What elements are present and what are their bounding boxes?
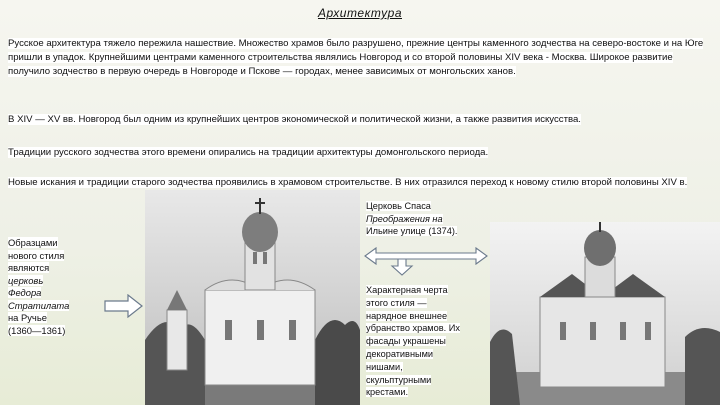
left-caption <box>8 237 98 337</box>
left-caption-line: Образцами <box>8 237 58 248</box>
double-arrow-icon <box>364 246 488 276</box>
paragraph-intro-text: Русское архитектура тяжело пережила нашествие. Множество храмов было разрушено, прежние центры каменного зодчества на северо-востоке и на Юге пришли в упадок. Крупнейшими центрами каменного строительства являлись Новгород и со второй половины XIV века - Москва. Широкое развитие получило зодчество в первую очередь в Новгороде и Пскове — городах, менее зависимых от монгольских ханов. <box>8 38 704 77</box>
right-caption-line: Церковь Спаса <box>366 201 431 211</box>
description-line: скульптурными <box>366 374 432 385</box>
left-caption-line: нового стиля <box>8 249 65 261</box>
right-caption-line: Преображения на <box>366 213 443 224</box>
left-caption-line: являются <box>8 262 50 273</box>
description-line: этого стиля — <box>366 297 427 308</box>
church-photo-fyodor-stratilat <box>145 190 360 405</box>
description-line: фасады украшены <box>366 336 446 347</box>
paragraph-novgorod <box>8 113 708 127</box>
paragraph-traditions-text: Традиции русского зодчества этого времени опирались на традиции архитектуры домонгольского периода. <box>8 147 489 158</box>
church-photo-icon <box>490 222 720 405</box>
paragraph-novgorod-text: В XIV — XV вв. Новгород был одним из крупнейших центров экономической и политической жизни, а также развития искусства. <box>8 114 581 125</box>
church-photo-icon <box>145 190 360 405</box>
right-caption-line: Ильине улице (1374). <box>366 226 458 236</box>
paragraph-new-style <box>8 176 708 190</box>
left-caption-line: на Ручье <box>8 312 47 323</box>
description-line: нишами, <box>366 361 403 372</box>
paragraph-traditions <box>8 146 708 160</box>
description-line: декоративными <box>366 348 434 359</box>
church-photo-spas-preobrazheniya <box>490 222 720 405</box>
page-title: Архитектура <box>317 6 402 20</box>
left-caption-line: (1360—1361) <box>8 324 66 336</box>
paragraph-intro <box>8 37 708 79</box>
description-line: убранство храмов. Их <box>366 323 460 334</box>
right-caption <box>366 200 488 238</box>
description-line: нарядное внешнее <box>366 310 448 321</box>
description-line: крестами. <box>366 387 409 398</box>
right-arrow-icon <box>104 294 144 318</box>
left-caption-line: Стратилата <box>8 299 70 311</box>
description-line: Характерная черта <box>366 285 448 295</box>
paragraph-new-style-text: Новые искания и традиции старого зодчества проявились в храмовом строительстве. В них отразился переход к новому стилю второй половины XIV в. <box>8 177 688 188</box>
style-description <box>366 284 488 399</box>
left-caption-line: Федора <box>8 287 42 298</box>
left-caption-line: церковь <box>8 274 44 286</box>
